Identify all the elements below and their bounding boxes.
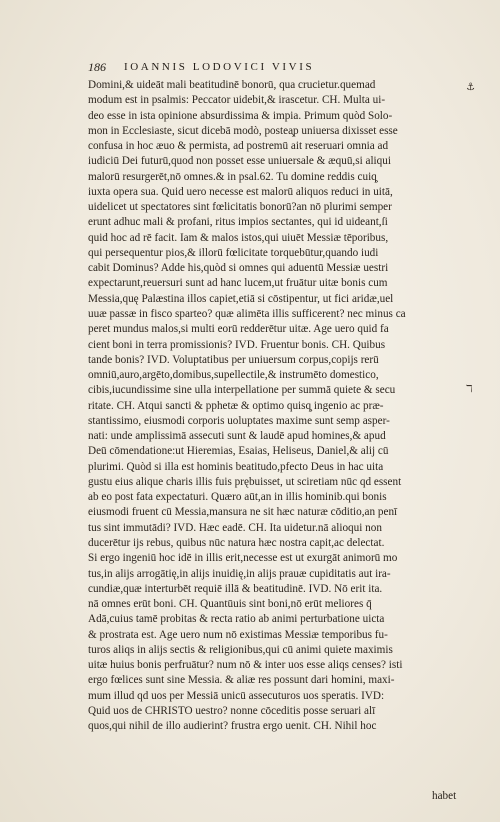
text-line: Adā,cuius tamē probitas & recta ratio ab animi perturbatione uicta <box>88 613 385 626</box>
text-line: qui persequentur pios,& illorū fœlicitate torquebūtur,quando iudi <box>88 246 379 259</box>
text-line: Si ergo ingeniū hoc idē in illis erit,necesse est ut exurgāt animorū mo <box>88 552 398 565</box>
text-line: iuxta opera sua. Quid uero necesse est malorū aliquos reduci in uitā, <box>88 185 393 198</box>
text-line: turos aliqs in alijs sectis & religionibus,qui cū animi quiete maximis <box>88 643 393 656</box>
text-line: omniū,auro,argēto,domibus,supellectile,& instrumēto domestico, <box>88 369 379 382</box>
text-line: ducerētur ijs rebus, quibus nūc natura hæc nostra capit,ac delectat. <box>88 536 385 549</box>
text-line: malorū resurgerēt,nō omnes.& in psal.62. Tu domine reddis cuiq̧ <box>88 170 377 183</box>
text-line: Domini,& uideāt mali beatitudinē bonorū, qua crucietur.quemad <box>88 79 376 91</box>
text-line: iudiciū Dei futurū,quod non posset esse uniuersale & æquū,si aliqui <box>88 155 391 168</box>
text-line: tande bonis? IVD. Voluptatibus per uniuersum corpus,copijs rerū <box>88 353 379 366</box>
text-line: deo esse in ista opinione absurdissima & impia. Primum quòd Solo- <box>88 109 393 122</box>
text-line: Quid uos de CHRISTO uestro? nonne cōceditis posse seruari alī <box>88 704 376 717</box>
text-line: Deū cōmendatione:ut Hieremias, Esaias, Heliseus, Daniel,& alij cū <box>88 445 389 458</box>
margin-annotation-mark: ℸ <box>466 384 473 395</box>
text-line: cient boni in terra promissionis? IVD. Fruentur bonis. CH. Quibus <box>88 338 386 351</box>
text-line: cabit Dominus? Adde his,quòd si omnes qui aduentū Messiæ uestri <box>88 262 389 275</box>
page-number: 186 <box>88 60 106 74</box>
text-line: tus sint immutādi? IVD. Hæc eadē. CH. Ita uidetur.nā alioqui non <box>88 521 382 534</box>
text-line: expectarunt,reuersuri sunt ad hanc lucem,ut fruātur uitæ bonis cum <box>88 277 388 290</box>
text-line: quid hoc ad rē facit. Iam & malos istos,qui uiuēt Messiæ tēporibus, <box>88 231 389 244</box>
text-line: ergo fœlices sunt sine Messia. & aliæ res possunt dari homini, maxi- <box>88 674 395 687</box>
text-line: uuæ passæ in fisco sparteo? quæ alimēta illis sufficerent? nec minus ca <box>88 307 406 320</box>
text-line: cundiæ,quæ interturbēt requiē illā & beatitudinē. IVD. Nō erit ita. <box>88 582 383 595</box>
margin-annotation-mark: ⚓ <box>466 82 475 93</box>
text-line: mum illud qd uos per Messiā unicū assecuturos uos speratis. IVD: <box>88 689 385 702</box>
text-line: eiusmodi fruent cū Messia,mansura ne sit hæc naturæ cōditio,an penī <box>88 506 398 519</box>
text-line: gustu eius alique charis illis fuis prębuisset, ut sciretiam nūc qd essent <box>88 475 402 488</box>
page-header <box>88 60 458 76</box>
text-line: peret mundus malos,si multi eorū redderētur uitæ. Age uero quid fa <box>88 323 389 336</box>
text-line: erunt adhuc mali & profani, ritus impios sectantes, qui id uideant,ſi <box>88 216 388 229</box>
text-line: ab eo post fata expectaturi. Quæro aūt,an in illis hominib.qui bonis <box>88 491 387 504</box>
text-line: mon in Ecclesiaste, sicut dicebā modò, postea̧p uniuersa dixisset esse <box>88 124 398 137</box>
running-head: IOANNIS LODOVICI VIVIS <box>124 61 315 73</box>
text-line: nā omnes erūt boni. CH. Quantūuis sint boni,nō erūt meliores q̄ <box>88 598 372 611</box>
text-line: stantissimo, eiusmodi corporis uoluptates maxime sunt semp asper- <box>88 414 390 427</box>
text-line: uitæ huius bonis perfruātur? num nō & inter uos esse aliqs censes? isti <box>88 659 403 672</box>
text-line: ritate. CH. Atqui sancti & pphetæ & optimo quisq̧ ingenio ac præ- <box>88 399 384 412</box>
text-line: tus,in alijs arrogātię,in alijs inuidię,in alijs prauæ cupiditatis aut ira- <box>88 567 391 580</box>
text-line: cibis,iucundissime sine ulla interpellatione per summā quiete & secu <box>88 384 396 397</box>
text-line: Messia,quę Palæstina illos capiet,etiā si cōstipentur, ut fici aridæ,uel <box>88 292 394 305</box>
text-line: plurimi. Quòd si illa est hominis beatitudo,pfecto Deus in hac uita <box>88 460 384 473</box>
text-line: & prostrata est. Age uero num nō existimas Messiæ temporibus fu- <box>88 628 388 641</box>
text-line: modum est in psalmis: Peccator uidebit,& irascetur. CH. Multa ui- <box>88 94 386 107</box>
text-line: uidelicet ut spectatores sint fœlicitatis bonorū?an nō plurimi semper <box>88 201 392 214</box>
text-line: nati: unde amplissimā assecuti sunt & laudē apud homines,& apud <box>88 430 386 443</box>
catchword: habet <box>432 790 457 802</box>
text-line: quos,qui nihil de illo audierint? frustra ergo uenit. CH. Nihil hoc <box>88 720 377 733</box>
body-text <box>88 78 474 734</box>
text-line: confusa in hoc æuo & permista, ad postremū ait reseruari omnia ad <box>88 140 389 153</box>
